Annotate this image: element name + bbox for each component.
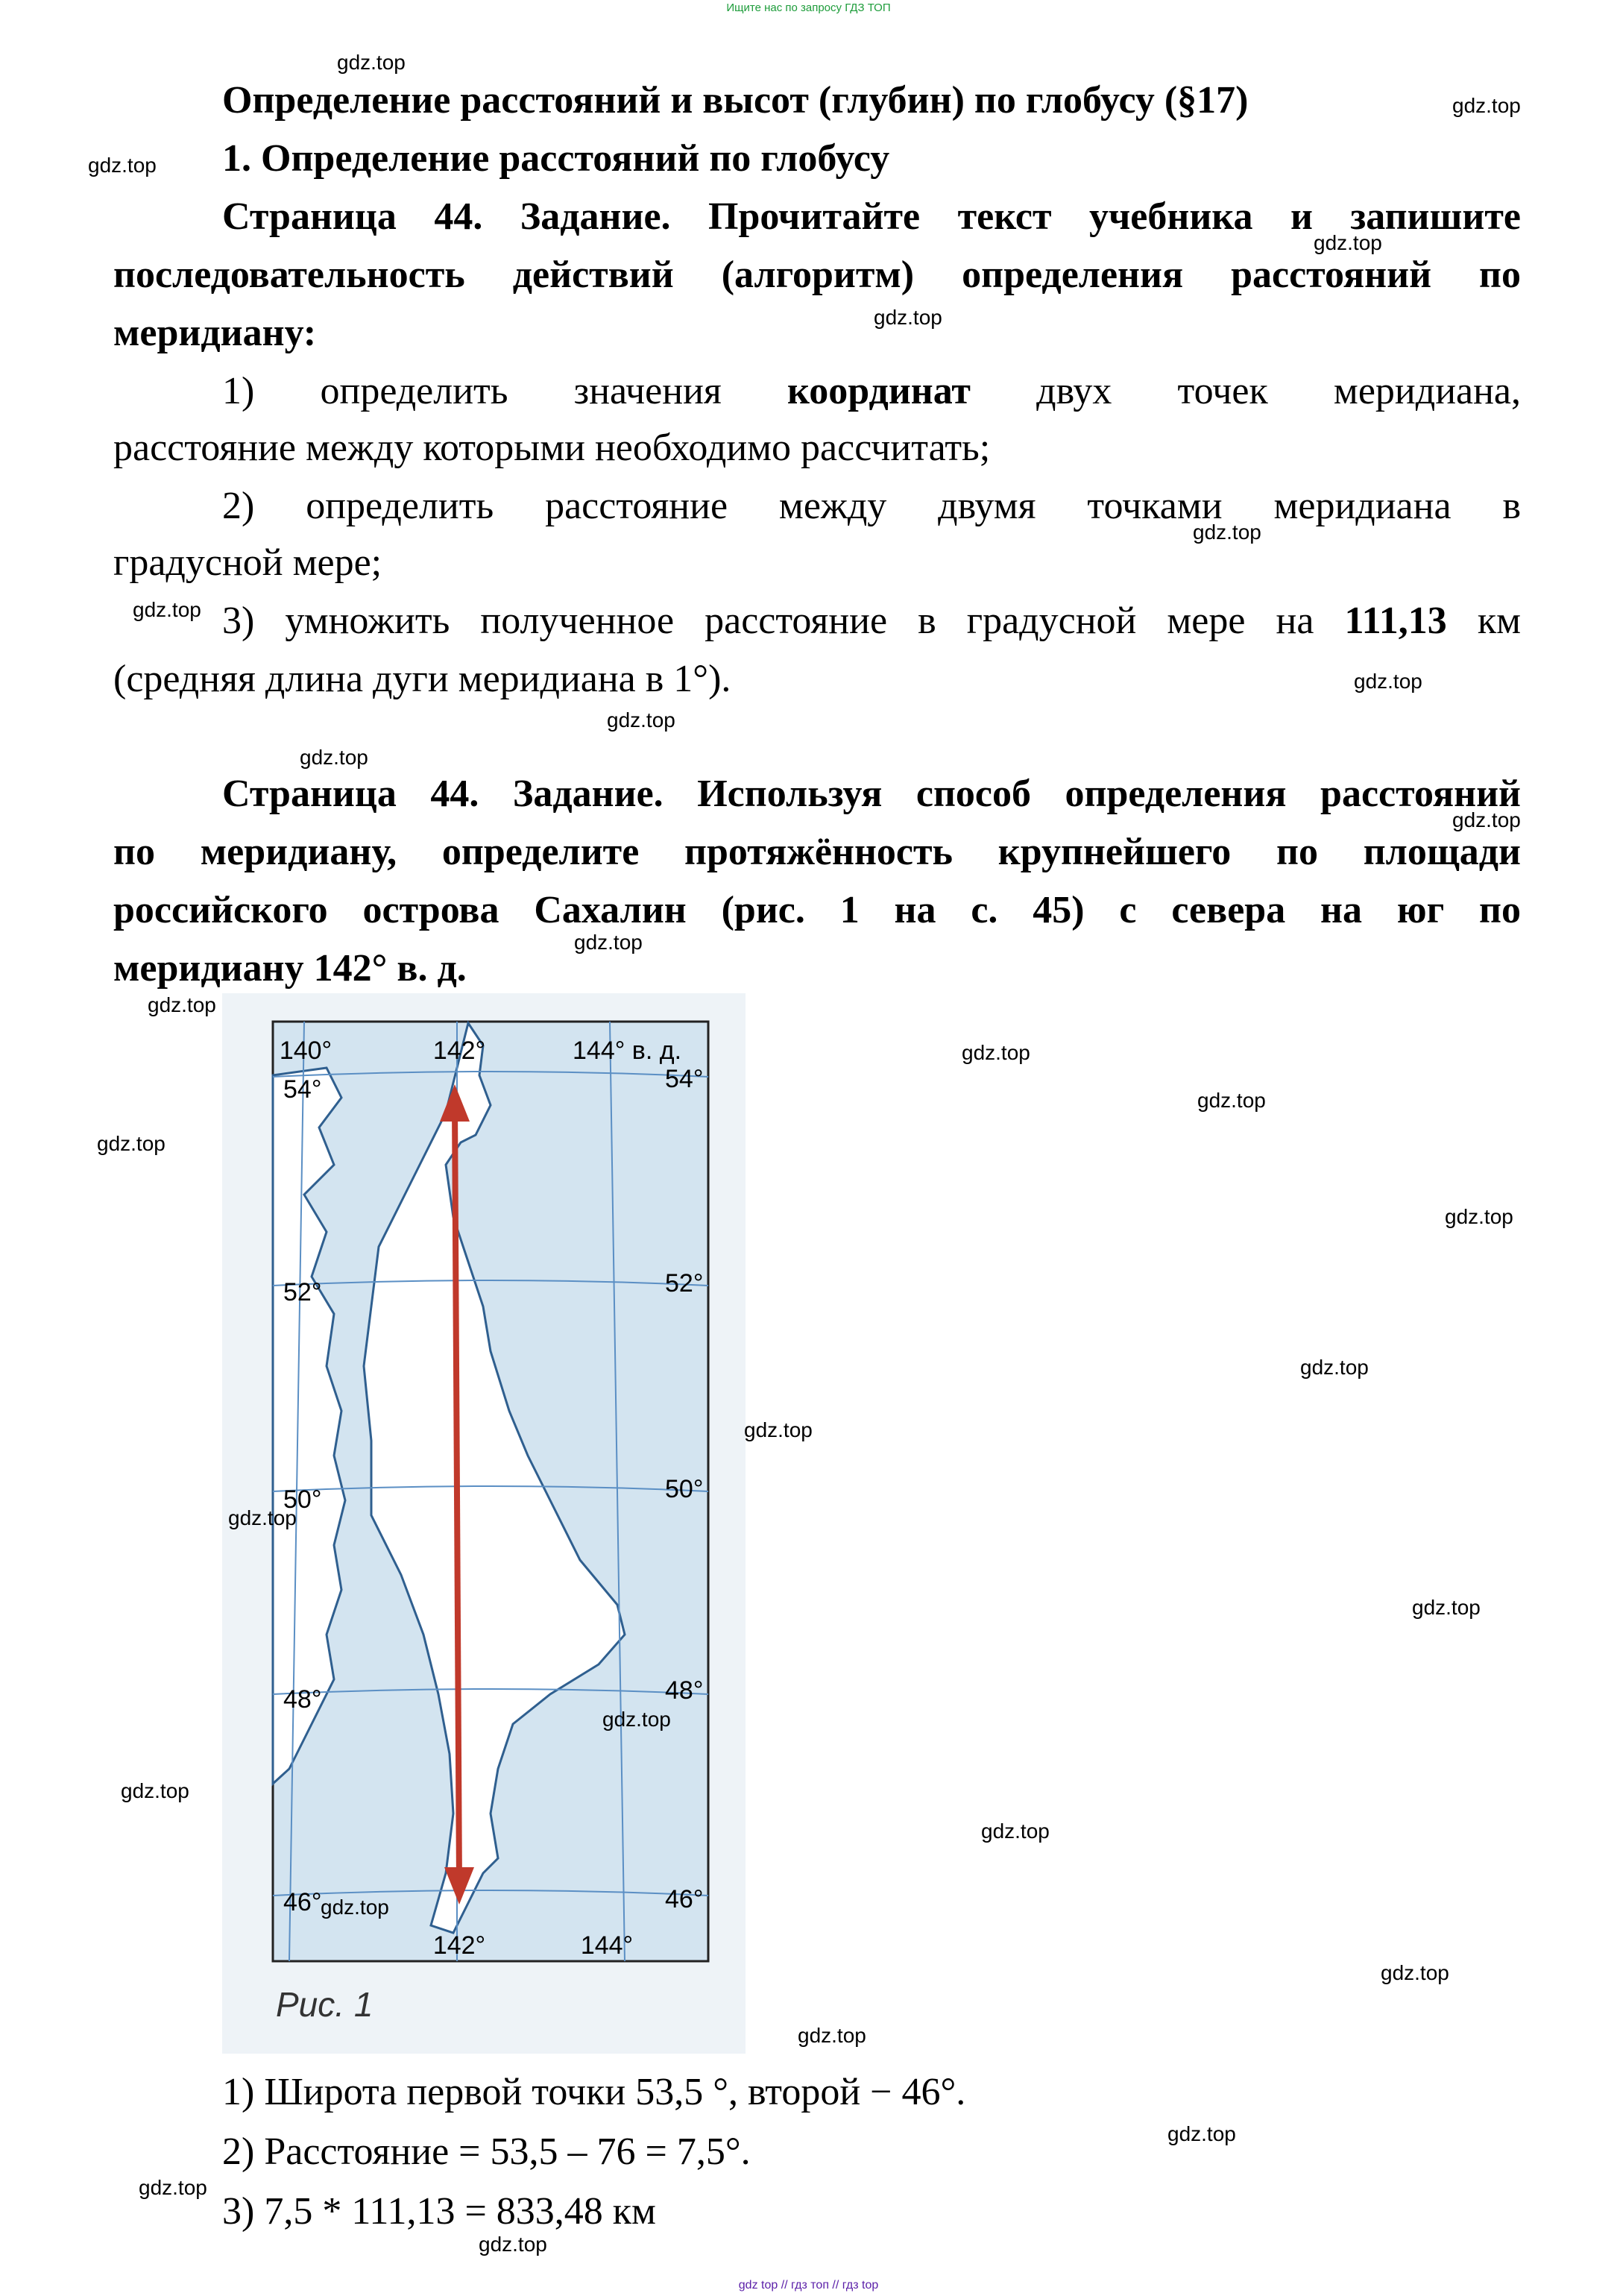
watermark: gdz.top bbox=[1197, 1089, 1266, 1112]
task2-line-2: по меридиану, определите протяжённость крупнейшего по площади bbox=[113, 831, 1521, 873]
watermark: gdz.top bbox=[88, 154, 157, 177]
footer-links: gdz top // гдз топ // гдз top bbox=[738, 2279, 879, 2292]
label-bottom-144: 144° bbox=[580, 1931, 634, 1960]
label-lat-54-right: 54° bbox=[665, 1065, 704, 1093]
page-title: Определение расстояний и высот (глубин) по глобусу (§17) bbox=[222, 79, 1249, 122]
step-3-line-1 bbox=[222, 592, 1521, 650]
task1-line-1: Страница 44. Задание. Прочитайте текст учебника и запишите bbox=[222, 195, 1521, 238]
watermark: gdz.top bbox=[744, 1418, 813, 1441]
label-lat-48-left: 48° bbox=[283, 1685, 322, 1714]
label-lat-52-right: 52° bbox=[665, 1269, 704, 1298]
watermark: gdz.top bbox=[1412, 1596, 1481, 1619]
step-2-line-1: 2) определить расстояние между двумя точками меридиана в bbox=[222, 485, 1521, 527]
label-bottom-142: 142° bbox=[432, 1931, 486, 1960]
watermark: gdz.top bbox=[981, 1819, 1050, 1843]
step-2-line-2: градусной мере; bbox=[113, 541, 382, 584]
watermark: gdz.top bbox=[148, 993, 216, 1016]
step-3-bold-value: 111,13 bbox=[1344, 600, 1447, 642]
search-hint: Ищите нас по запросу ГДЗ ТОП bbox=[726, 1, 891, 14]
watermark: gdz.top bbox=[1452, 94, 1521, 117]
label-lat-50-right: 50° bbox=[665, 1475, 704, 1503]
sakhalin-map-figure bbox=[222, 993, 746, 2054]
step-1-line-1 bbox=[222, 362, 1521, 421]
watermark: gdz.top bbox=[1452, 808, 1521, 831]
watermark: gdz.top bbox=[321, 1896, 389, 1919]
watermark: gdz.top bbox=[798, 2024, 866, 2047]
watermark: gdz.top bbox=[337, 51, 406, 74]
task2-line-4: меридиану 142° в. д. bbox=[113, 947, 467, 990]
label-lon-144: 144° в. д. bbox=[573, 1037, 682, 1065]
watermark: gdz.top bbox=[228, 1506, 297, 1529]
label-lat-54-left: 54° bbox=[283, 1075, 322, 1104]
watermark: gdz.top bbox=[1381, 1961, 1449, 1984]
task1-line-3: меридиану: bbox=[113, 312, 317, 354]
watermark: gdz.top bbox=[97, 1132, 166, 1155]
step-1-bold-term: координат bbox=[787, 370, 971, 412]
watermark: gdz.top bbox=[139, 2176, 207, 2199]
step-1-line-2: расстояние между которыми необходимо рассчитать; bbox=[113, 427, 991, 469]
watermark: gdz.top bbox=[574, 931, 643, 954]
watermark: gdz.top bbox=[607, 708, 675, 732]
watermark: gdz.top bbox=[602, 1708, 671, 1731]
answer-3: 3) 7,5 * 111,13 = 833,48 км bbox=[222, 2190, 656, 2233]
watermark: gdz.top bbox=[1300, 1356, 1369, 1379]
section-title: 1. Определение расстояний по глобусу bbox=[222, 137, 890, 180]
label-lat-46-right: 46° bbox=[665, 1885, 704, 1913]
watermark: gdz.top bbox=[300, 746, 368, 769]
task2-line-1: Страница 44. Задание. Используя способ определения расстояний bbox=[222, 773, 1521, 815]
figure-caption: Рис. 1 bbox=[276, 1985, 373, 2024]
answer-2: 2) Расстояние = 53,5 – 76 = 7,5°. bbox=[222, 2130, 751, 2173]
label-lat-52-left: 52° bbox=[283, 1278, 322, 1306]
watermark: gdz.top bbox=[1314, 231, 1382, 254]
label-lon-142: 142° bbox=[432, 1037, 486, 1065]
watermark: gdz.top bbox=[121, 1779, 189, 1802]
label-lon-140: 140° bbox=[279, 1037, 332, 1065]
watermark: gdz.top bbox=[1354, 670, 1422, 693]
watermark: gdz.top bbox=[874, 306, 942, 329]
task2-line-3: российского острова Сахалин (рис. 1 на с. 45) с севера на юг по bbox=[113, 889, 1521, 931]
answer-1: 1) Широта первой точки 53,5 °, второй − 46°. bbox=[222, 2071, 966, 2113]
watermark: gdz.top bbox=[1193, 520, 1261, 544]
label-lat-46-left: 46° bbox=[283, 1888, 322, 1916]
watermark: gdz.top bbox=[962, 1041, 1030, 1064]
step-3-prefix: 3) умножить полученное расстояние в градусной мере на bbox=[222, 600, 1314, 642]
step-3-suffix: км bbox=[1477, 600, 1521, 642]
step-1-suffix: двух точек меридиана, bbox=[1036, 370, 1522, 412]
watermark: gdz.top bbox=[1167, 2122, 1236, 2145]
label-lat-50-left: 50° bbox=[283, 1485, 322, 1514]
task1-line-2: последовательность действий (алгоритм) определения расстояний по bbox=[113, 254, 1521, 296]
watermark: gdz.top bbox=[1445, 1205, 1513, 1228]
watermark: gdz.top bbox=[479, 2233, 547, 2256]
label-lat-48-right: 48° bbox=[665, 1676, 704, 1705]
step-3-line-2: (средняя длина дуги меридиана в 1°). bbox=[113, 658, 731, 700]
step-1-prefix: 1) определить значения bbox=[222, 370, 722, 412]
watermark: gdz.top bbox=[133, 598, 201, 621]
